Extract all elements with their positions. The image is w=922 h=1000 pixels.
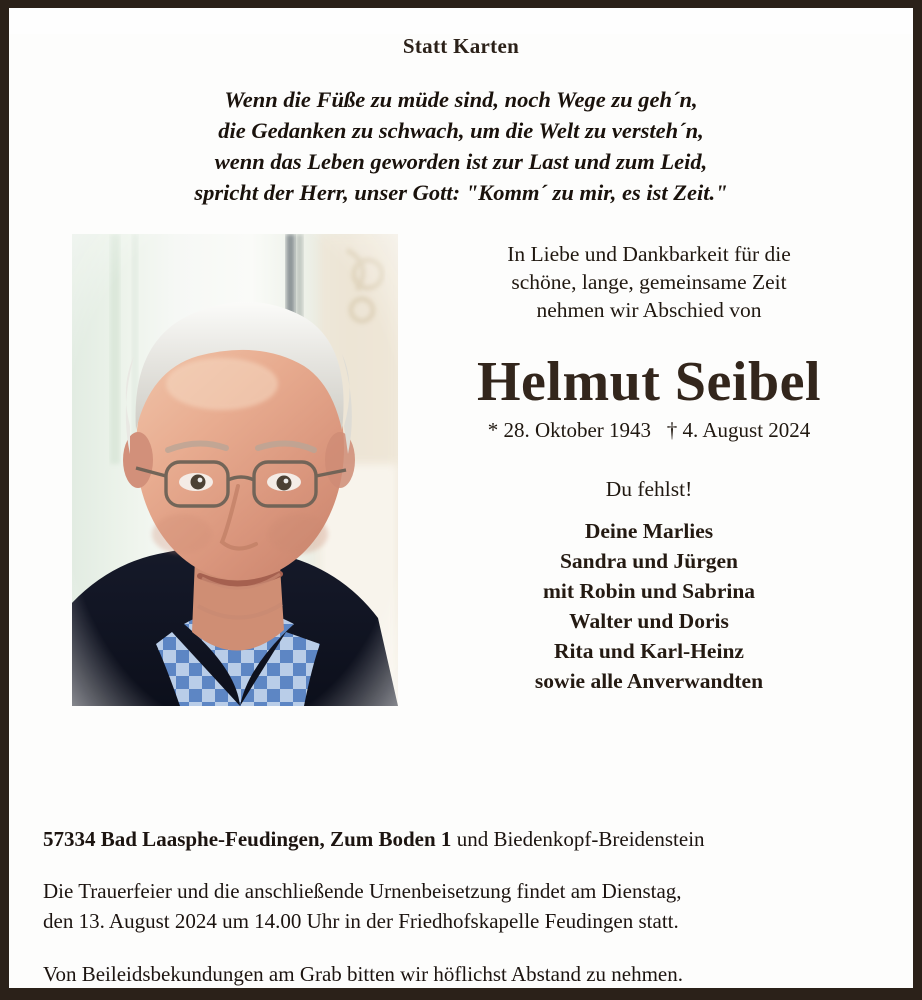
poem-line: die Gedanken zu schwach, um die Welt zu versteh´n, (218, 118, 704, 143)
statt-karten-heading: Statt Karten (402, 34, 520, 58)
portrait-and-memorial-section (9, 234, 913, 734)
condolence-note: Von Beileidsbekundungen am Grab bitten wir höflichst Abstand zu nehmen. (43, 962, 683, 986)
address-primary: 57334 Bad Laasphe-Feudingen, Zum Boden 1 (43, 827, 452, 851)
portrait-illustration (72, 234, 398, 706)
poem-line: Wenn die Füße zu müde sind, noch Wege zu geh´n, (224, 87, 698, 112)
family-name-line: Rita und Karl-Heinz (554, 639, 744, 663)
family-name-line: Sandra und Jürgen (559, 549, 739, 573)
family-name-line: sowie alle Anverwandten (534, 669, 764, 693)
birth-death-dates: * 28. Oktober 1943 † 4. August 2024 (487, 418, 811, 442)
poem-line: spricht der Herr, unser Gott: "Komm´ zu mir, es ist Zeit." (194, 180, 728, 205)
family-name-line: mit Robin und Sabrina (542, 579, 756, 603)
address-line (43, 826, 879, 853)
notice-footer (9, 826, 913, 988)
poem-block (9, 84, 913, 208)
family-name-line: Deine Marlies (584, 519, 714, 543)
intro-line: schöne, lange, gemeinsame Zeit (511, 270, 787, 294)
family-names-block (409, 516, 889, 696)
portrait-photo-frame (72, 234, 398, 706)
deceased-name: Helmut Seibel (476, 351, 822, 413)
ceremony-line: den 13. August 2024 um 14.00 Uhr in der Friedhofskapelle Feudingen statt. (43, 909, 679, 933)
address-secondary: und Biedenkopf-Breidenstein (451, 827, 705, 851)
intro-line: In Liebe und Dankbarkeit für die (507, 242, 791, 266)
family-name-line: Walter und Doris (569, 609, 729, 633)
intro-block (409, 240, 889, 324)
intro-line: nehmen wir Abschied von (536, 298, 762, 322)
ceremony-details (43, 876, 879, 936)
memorial-text-column (409, 240, 889, 696)
du-fehlst-text: Du fehlst! (605, 477, 693, 501)
poem-line: wenn das Leben geworden ist zur Last und zum Leid, (214, 149, 708, 174)
portrait-photo (72, 234, 398, 706)
ceremony-line: Die Trauerfeier und die anschließende Urnenbeisetzung findet am Dienstag, (43, 879, 682, 903)
notice-sheet (9, 34, 913, 1000)
